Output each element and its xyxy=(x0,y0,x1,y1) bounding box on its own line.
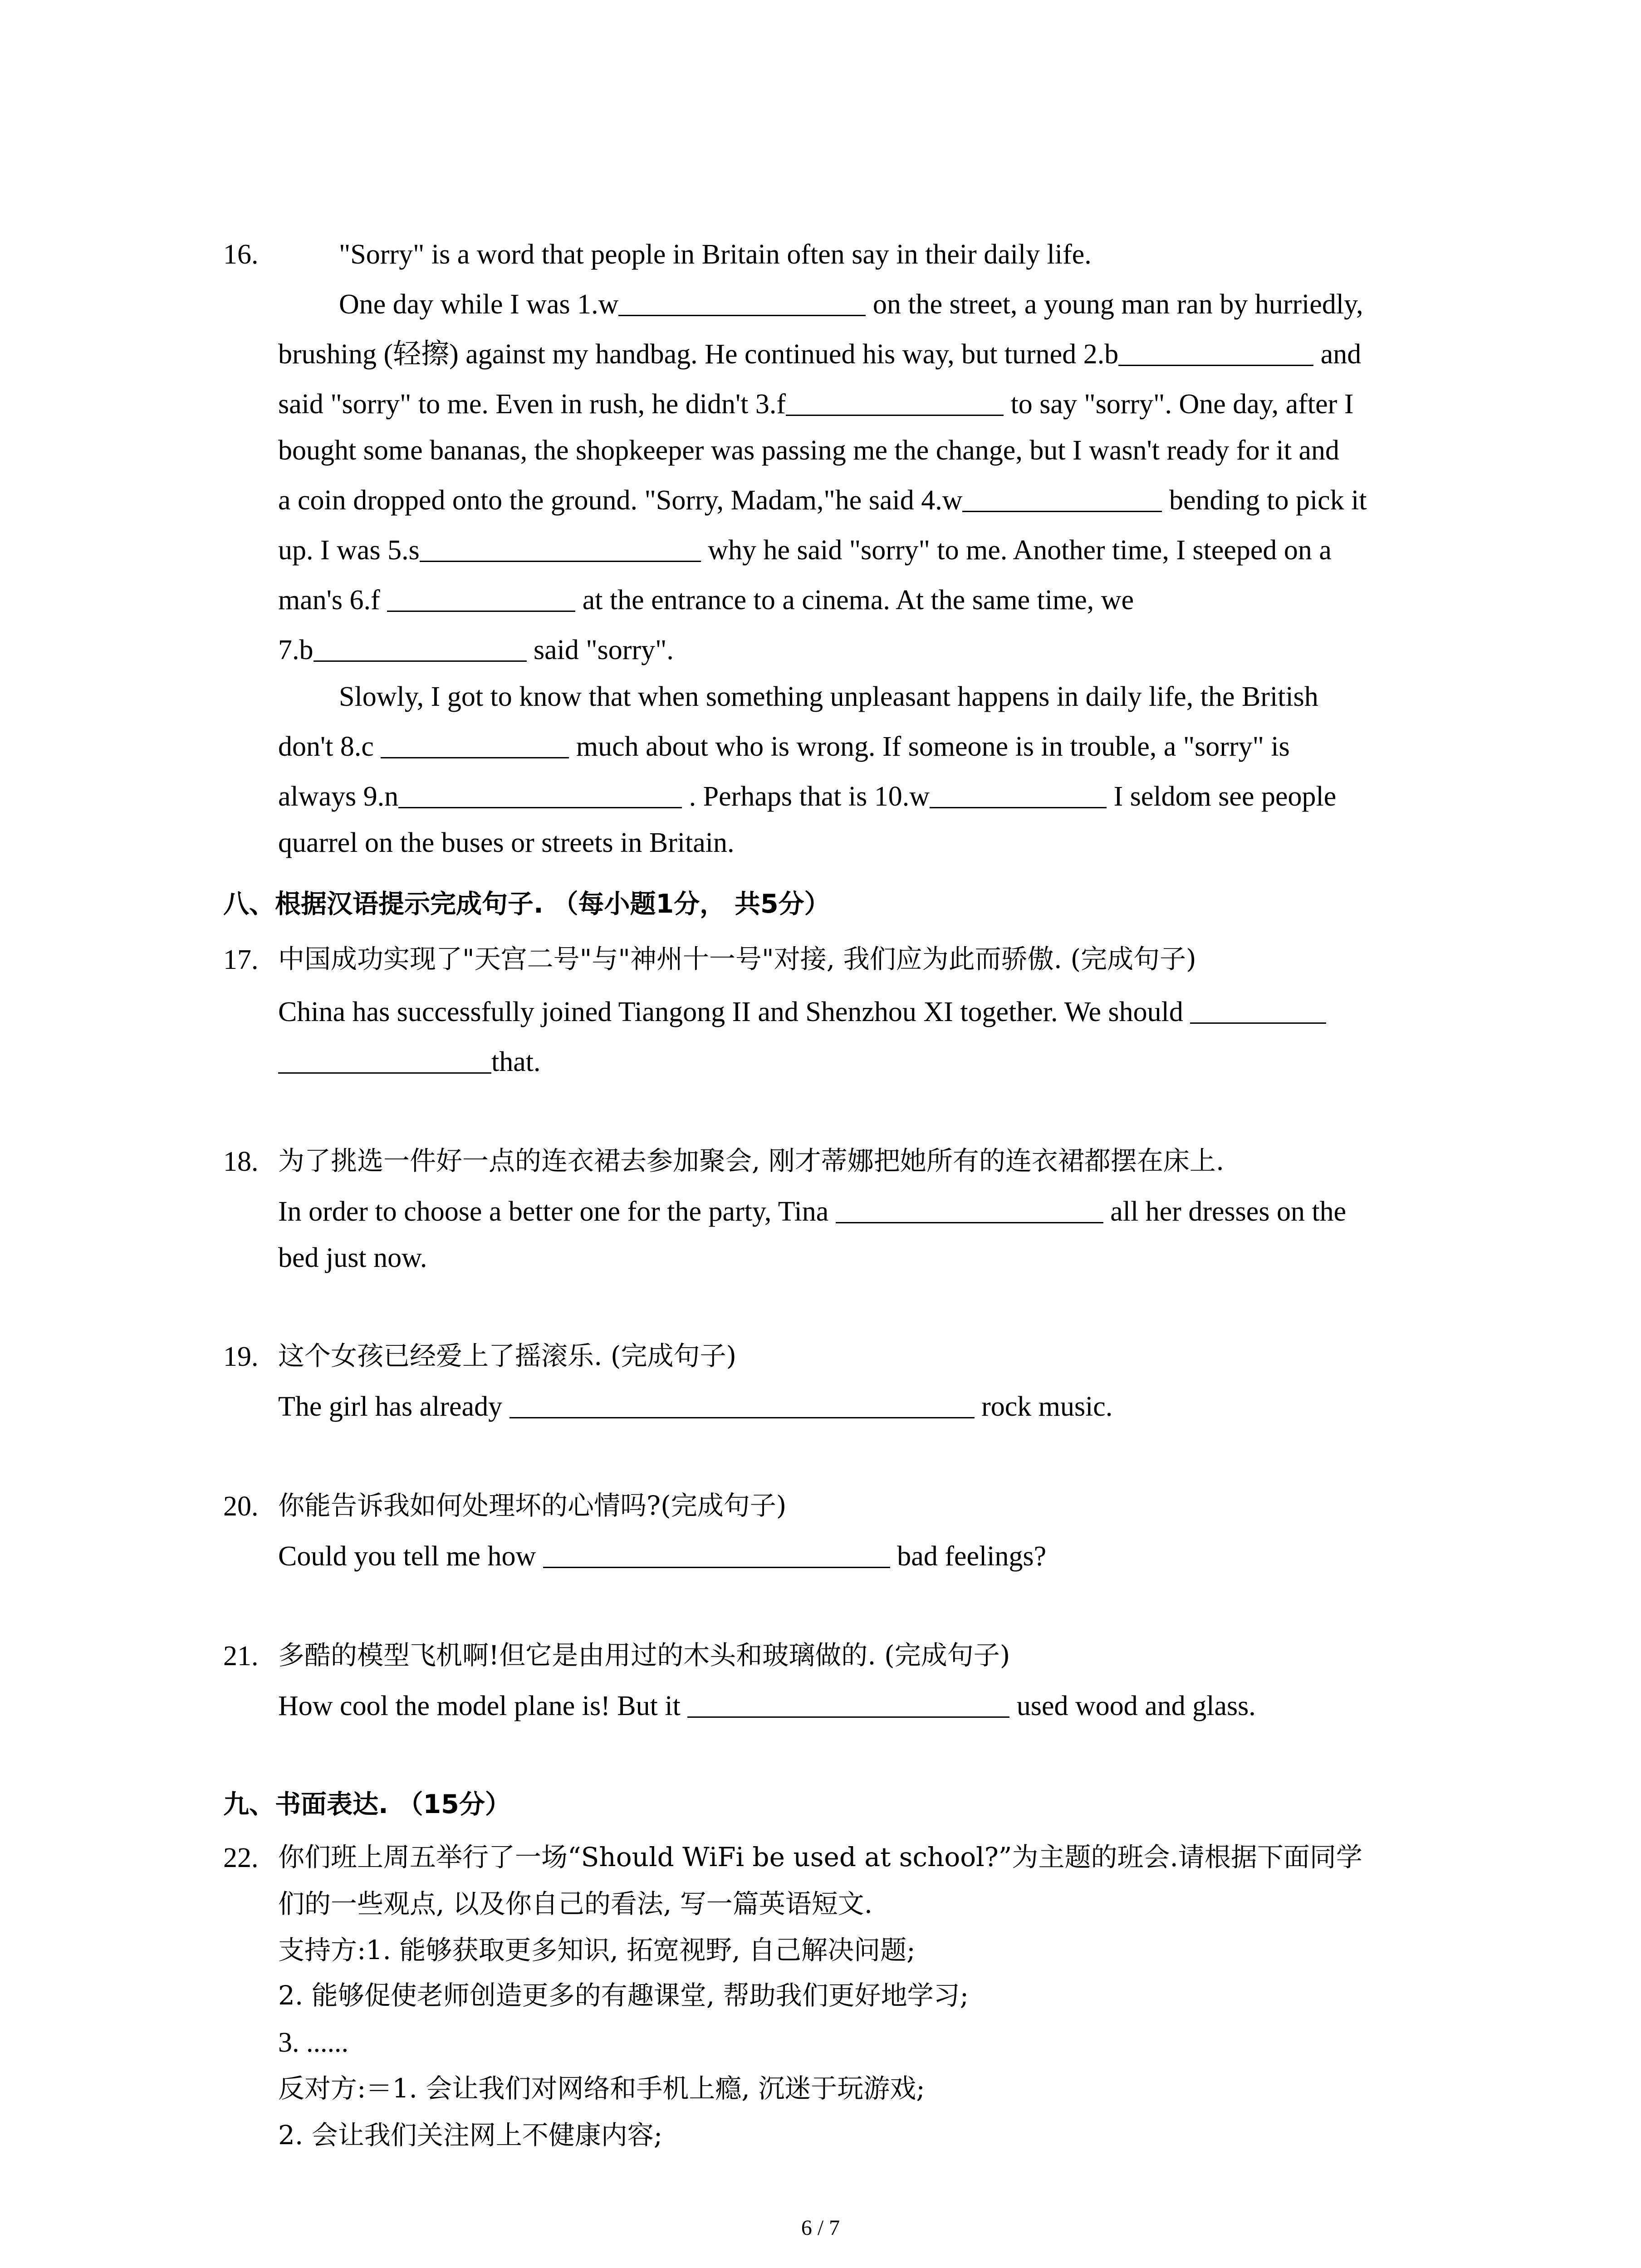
answer-blank-1[interactable] xyxy=(618,291,866,316)
answer-blank-5[interactable] xyxy=(420,537,701,562)
question-20-chinese: 你能告诉我如何处理坏的心情吗?(完成句子) xyxy=(278,1490,787,1521)
question-20-english: Could you tell me how bad feelings? xyxy=(278,1541,1047,1572)
answer-blank-7[interactable] xyxy=(314,637,527,662)
passage-line: up. I was 5.s why he said "sorry" to me. Another time, I steeped on a xyxy=(278,535,1332,566)
question-18-english-cont: bed just now. xyxy=(278,1242,427,1273)
passage-line: said "sorry" to me. Even in rush, he didn't 3.f to say "sorry". One day, after I xyxy=(278,389,1354,420)
question-number: 17. xyxy=(223,944,259,975)
question-number: 16. xyxy=(223,239,259,270)
passage-line: man's 6.f at the entrance to a cinema. At the same time, we xyxy=(278,585,1134,616)
question-21-chinese: 多酷的模型飞机啊!但它是由用过的木头和玻璃做的. (完成句子) xyxy=(278,1640,1010,1671)
question-18-english: In order to choose a better one for the party, Tina all her dresses on the xyxy=(278,1196,1347,1227)
answer-blank[interactable] xyxy=(543,1543,890,1568)
passage-line: don't 8.c much about who is wrong. If someone is in trouble, a "sorry" is xyxy=(278,731,1290,762)
question-19-english: The girl has already rock music. xyxy=(278,1391,1113,1422)
question-17-english-cont: that. xyxy=(278,1048,540,1076)
answer-blank[interactable] xyxy=(509,1393,975,1418)
question-21-english: How cool the model plane is! But it used wood and glass. xyxy=(278,1691,1256,1721)
answer-blank-4[interactable] xyxy=(962,487,1162,512)
section-heading: 八、根据汉语提示完成句子. （每小题1分， 共5分） xyxy=(223,889,830,919)
question-19-chinese: 这个女孩已经爱上了摇滚乐. (完成句子) xyxy=(278,1340,737,1371)
answer-blank[interactable] xyxy=(1190,999,1326,1024)
passage-line: bought some bananas, the shopkeeper was passing me the change, but I wasn't ready for it and xyxy=(278,435,1339,466)
answer-blank[interactable] xyxy=(836,1198,1103,1223)
passage-line: quarrel on the buses or streets in Britain. xyxy=(278,827,735,858)
passage-line: a coin dropped onto the ground. "Sorry, Madam,"he said 4.w bending to pick it xyxy=(278,485,1367,516)
question-17-english: China has successfully joined Tiangong II and Shenzhou XI together. We should xyxy=(278,998,1326,1026)
question-number: 18. xyxy=(223,1146,259,1177)
passage-line: 7.b said "sorry". xyxy=(278,635,674,665)
question-number: 22. xyxy=(223,1843,259,1873)
question-22-prompt: 2. 会让我们关注网上不健康内容; xyxy=(278,2120,663,2151)
question-number: 19. xyxy=(223,1341,259,1372)
question-17-chinese: 中国成功实现了"天宫二号"与"神州十一号"对接, 我们应为此而骄傲. (完成句子) xyxy=(278,943,1196,974)
answer-blank-2[interactable] xyxy=(1118,341,1313,366)
answer-blank-6[interactable] xyxy=(387,587,575,612)
passage-line: always 9.n . Perhaps that is 10.w I seldom see people xyxy=(278,781,1337,812)
question-18-chinese: 为了挑选一件好一点的连衣裙去参加聚会, 刚才蒂娜把她所有的连衣裙都摆在床上. xyxy=(278,1145,1225,1176)
passage-line: Slowly, I got to know that when something unpleasant happens in daily life, the British xyxy=(339,681,1318,712)
question-22-prompt: 反对方:＝1. 会让我们对网络和手机上瘾, 沉迷于玩游戏; xyxy=(278,2073,925,2104)
answer-blank-3[interactable] xyxy=(786,391,1004,416)
section-heading: 九、书面表达. （15分） xyxy=(223,1789,511,1819)
question-22-prompt: 2. 能够促使老师创造更多的有趣课堂, 帮助我们更好地学习; xyxy=(278,1980,969,2011)
question-22-prompt: 你们班上周五举行了一场“Should WiFi be used at school?”为主题的班会.请根据下面同学 xyxy=(278,1842,1362,1872)
question-22-prompt: 支持方:1. 能够获取更多知识, 拓宽视野, 自己解决问题; xyxy=(278,1935,916,1965)
question-22-prompt: 3. ...... xyxy=(278,2027,348,2058)
passage-line: "Sorry" is a word that people in Britain often say in their daily life. xyxy=(339,239,1092,270)
answer-blank[interactable] xyxy=(278,1049,491,1074)
passage-line: One day while I was 1.w on the street, a young man ran by hurriedly, xyxy=(339,289,1363,320)
page-number: 6 / 7 xyxy=(801,2216,840,2240)
question-number: 20. xyxy=(223,1491,259,1522)
answer-blank-10[interactable] xyxy=(930,783,1107,808)
passage-line: brushing (轻擦) against my handbag. He continued his way, but turned 2.b and xyxy=(278,339,1362,370)
answer-blank[interactable] xyxy=(687,1693,1009,1718)
answer-blank-8[interactable] xyxy=(381,733,569,758)
question-22-prompt: 们的一些观点, 以及你自己的看法, 写一篇英语短文. xyxy=(278,1888,873,1919)
answer-blank-9[interactable] xyxy=(398,783,682,808)
question-number: 21. xyxy=(223,1641,259,1672)
